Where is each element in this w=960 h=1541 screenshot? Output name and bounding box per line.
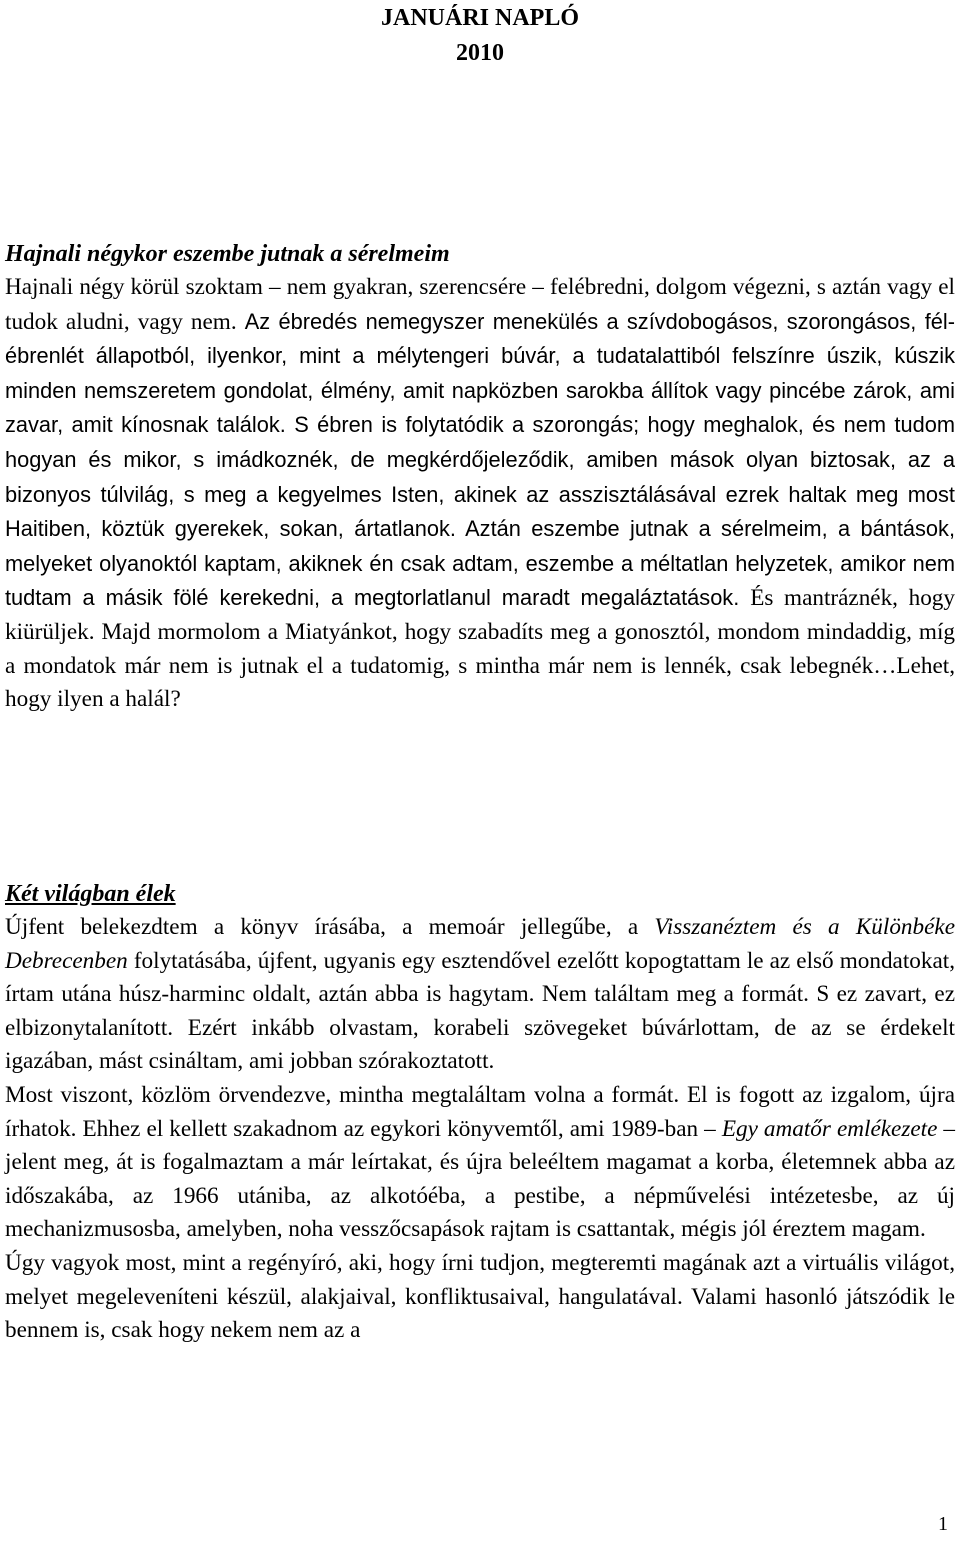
section-heading: Két világban élek: [5, 881, 176, 907]
section-ket-vilagban: [5, 878, 955, 1348]
paragraph-text: folytatásába, újfent, ugyanis egy esztendővel ezelőtt kopogtattam le az első mondatokat, írtam utána húsz-harminc oldalt, aztán abba is hagytam. Nem találtam meg a formát. S ez zavart, ez elbizonytalanított. Ezért inkább olvastam, korabeli szövegeket búvárlottam, de az se érdekelt igazában, mást csináltam, ami jobban szórakoztatott.: [5, 947, 955, 1075]
paragraph-text: – jelent meg, át is fogalmaztam a már leírtakat, és újra beleéltem magamat a korba, életemnek abba az időszakába, az 1966 utániba, az alkotóéba, a pestibe, a népművelési intézetesbe, az új mechanizmusosba, amelyben, noha vesszőcsapások rajtam is csattantak, mégis jól éreztem magam.: [5, 1115, 956, 1243]
document-title: [5, 0, 955, 71]
paragraph-text: Hajnali négy körül szoktam – nem gyakran, szerencsére – felébredni, dolgom végezni, s aztán vagy el tudok aludni, vagy nem.: [5, 274, 955, 335]
paragraph: Úgy vagyok most, mint a regényíró, aki, hogy írni tudjon, megteremti magának azt a virtuális világot, melyet megeleveníteni készül, alakjaival, konfliktusaival, hangulatával. Valami hasonló játszódik le bennem is, csak hogy nekem nem az a: [5, 1249, 955, 1344]
title-line-1: JANUÁRI NAPLÓ: [381, 5, 579, 31]
page-number: 1: [938, 1513, 948, 1535]
section-heading: Hajnali négykor eszembe jutnak a sérelmeim: [5, 241, 450, 267]
book-title-italic: Visszanéztem és a Különbéke Debrecenben: [5, 914, 955, 974]
paragraph: [5, 911, 955, 1079]
paragraph: [5, 1079, 955, 1247]
paragraph-text: Most viszont, közlöm örvendezve, mintha megtaláltam volna a formát. El is fogott az izgalom, újra írhatok. Ehhez el kellett szakadnom az egykori könyvemtől, ami 1989-ban –: [5, 1081, 955, 1142]
paragraph-text: És mantráznék, hogy kiürüljek. Majd mormolom a Miatyánkot, hogy szabadíts meg a gonosztól, mondom mindaddig, míg a mondatok már nem is jutnak el a tudatomig, s mintha már nem is lennék, csak lebegnék…Lehet, hogy ilyen a halál?: [5, 585, 955, 713]
document-page: [5, 0, 956, 1344]
paragraph: [5, 271, 955, 717]
paragraph-text: Újfent belekezdtem a könyv írásába, a memoár jellegűbe, a: [5, 914, 655, 940]
title-year: 2010: [456, 40, 504, 66]
section-hajnali: [5, 238, 955, 717]
book-title-italic: Egy amatőr emlékezete: [721, 1115, 938, 1142]
paragraph-text-sans: Az ébredés nemegyszer menekülés a szívdobogásos, szorongásos, fél-ébrenlét állapotból, ilyenkor, mint a mélytengeri búvár, a tudatalattiból felszínre úszik, kúszik minden nemszeretem gondolat, élmény, amit napközben sarokba állítok vagy pincébe zárok, ami zavar, amit kínosnak találok. S ébren is folytatódik a szorongás; hogy meghalok, és nem tudom hogyan és mikor, s imádkoznék, de megkérdőjeleződik, amiben mások olyan biztosak, az a bizonyos túlvilág, s meg a kegyelmes Isten, akinek az asszisztálásával ezrek haltak meg most Haitiben, köztük gyerekek, sokan, ártatlanok. Aztán eszembe jutnak a sérelmeim, a bántások, melyeket olyanoktól kaptam, akiknek én csak adtam, eszembe a méltatlan helyzetek, amikor nem tudtam a másik fölé kerekedni, a megtorlatlanul maradt megaláztatások.: [5, 308, 955, 611]
